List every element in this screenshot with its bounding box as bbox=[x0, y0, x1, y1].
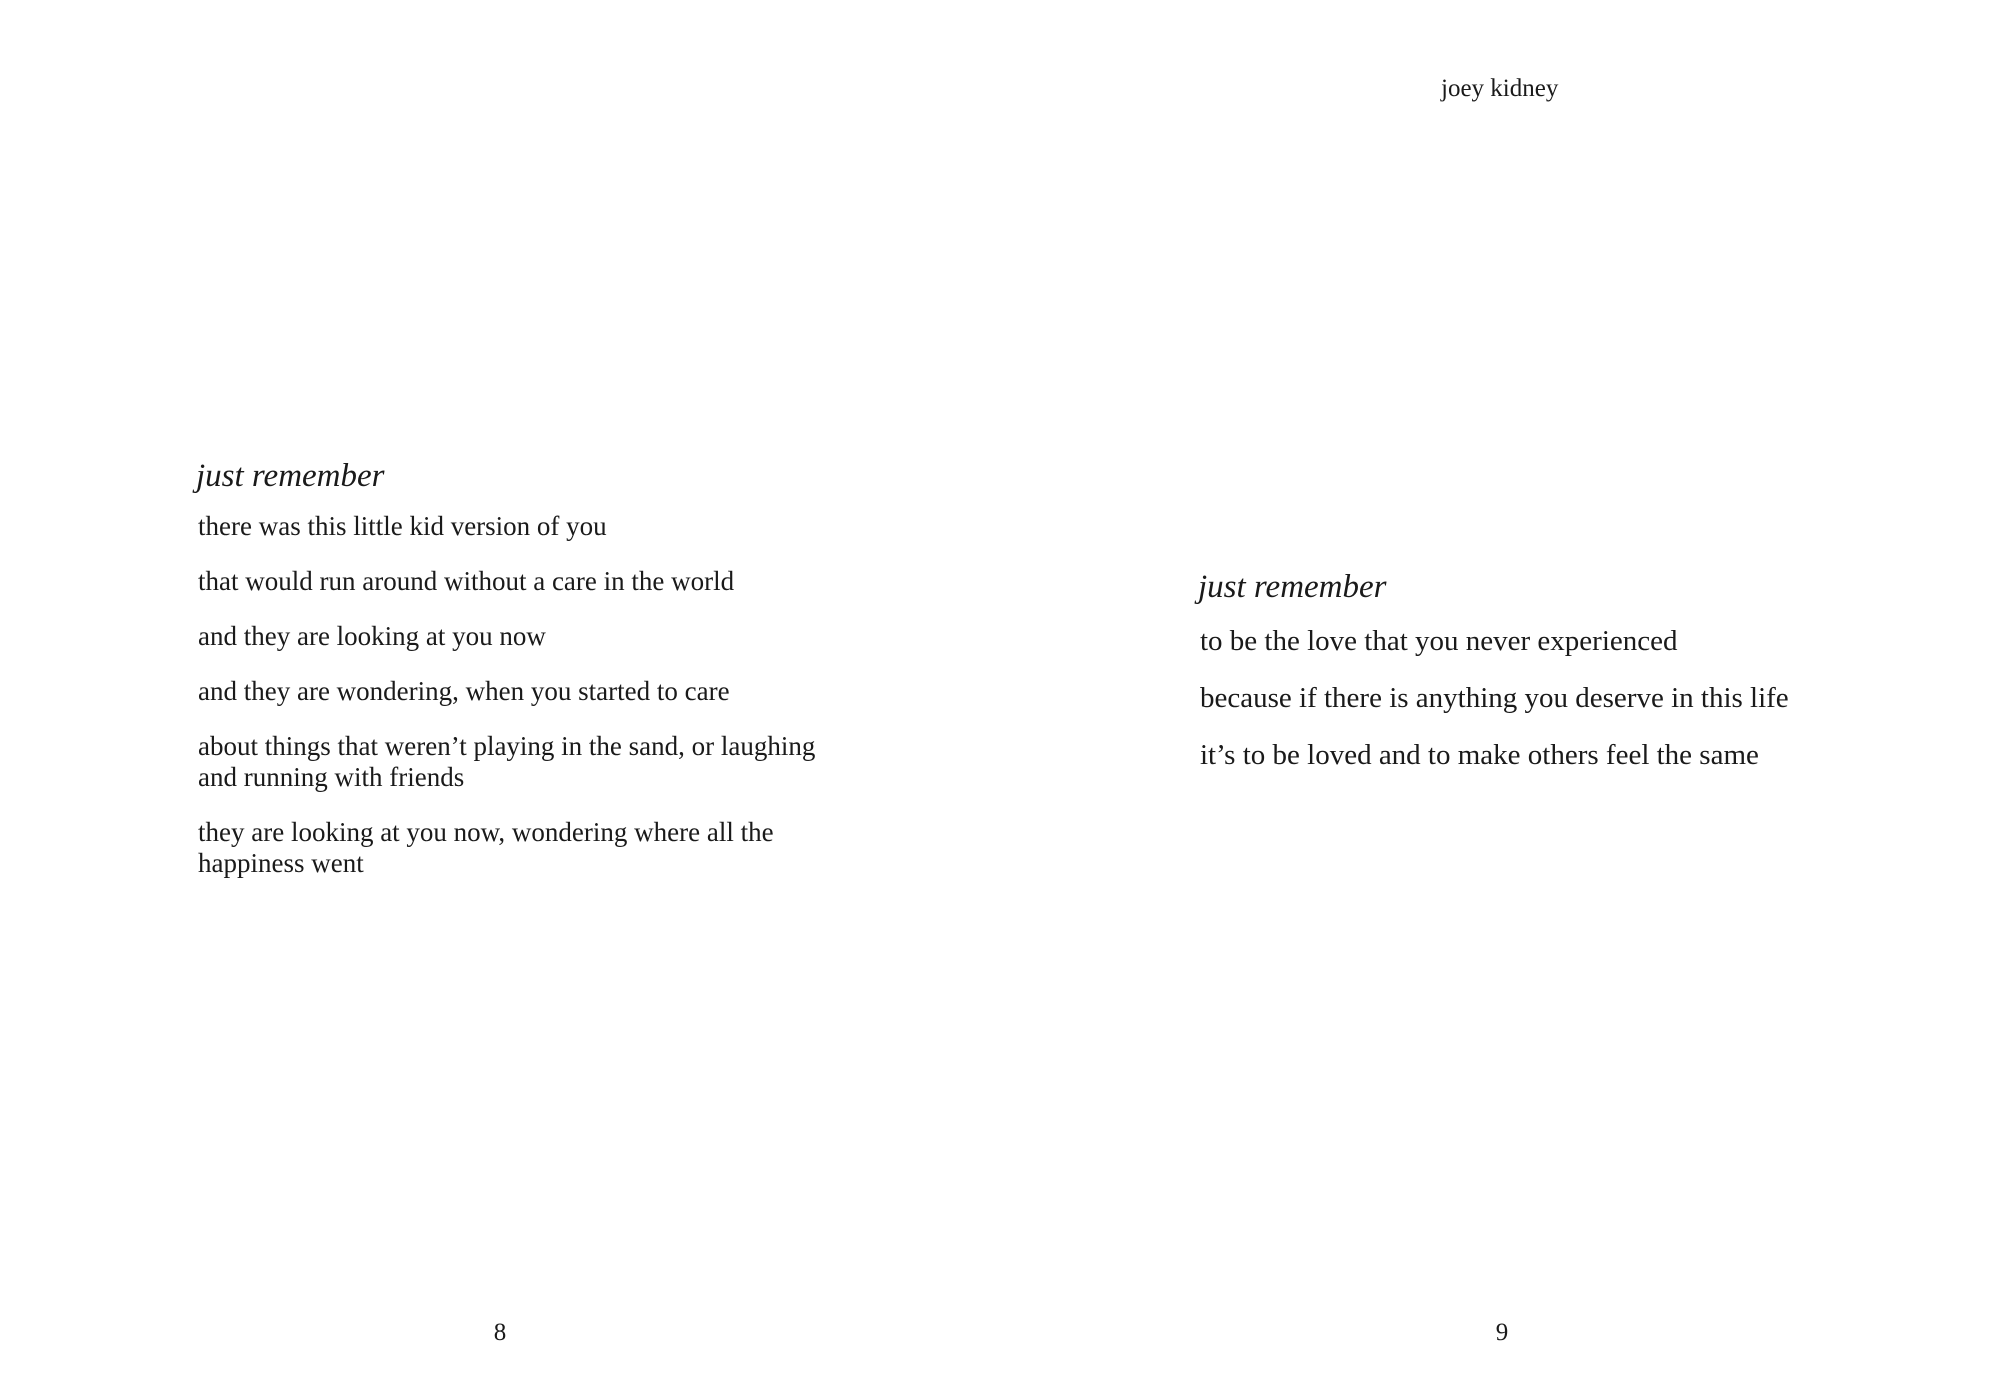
poem-line: there was this little kid version of you bbox=[198, 511, 607, 541]
poem-line: and they are wondering, when you started to care bbox=[198, 676, 730, 706]
right-poem bbox=[1200, 566, 1920, 795]
poem-title: just remember bbox=[1198, 569, 1387, 605]
running-head-author: joey kidney bbox=[1441, 75, 1559, 102]
poem-line: and they are looking at you now bbox=[198, 621, 546, 651]
poem-line: because if there is anything you deserve in this life bbox=[1200, 682, 1789, 714]
page-number: 8 bbox=[493, 1319, 507, 1346]
left-poem bbox=[198, 455, 838, 903]
poem-line: they are looking at you now, wondering where all the happiness went bbox=[198, 817, 774, 878]
poem-line: it’s to be loved and to make others feel the same bbox=[1200, 739, 1759, 771]
poem-line: to be the love that you never experienced bbox=[1200, 625, 1678, 657]
poem-title: just remember bbox=[196, 458, 385, 494]
poem-line: about things that weren’t playing in the sand, or laughing and running with friends bbox=[198, 731, 816, 792]
poem-line: that would run around without a care in the world bbox=[198, 566, 735, 596]
right-page bbox=[998, 0, 1996, 1396]
page-number: 9 bbox=[1495, 1319, 1509, 1346]
